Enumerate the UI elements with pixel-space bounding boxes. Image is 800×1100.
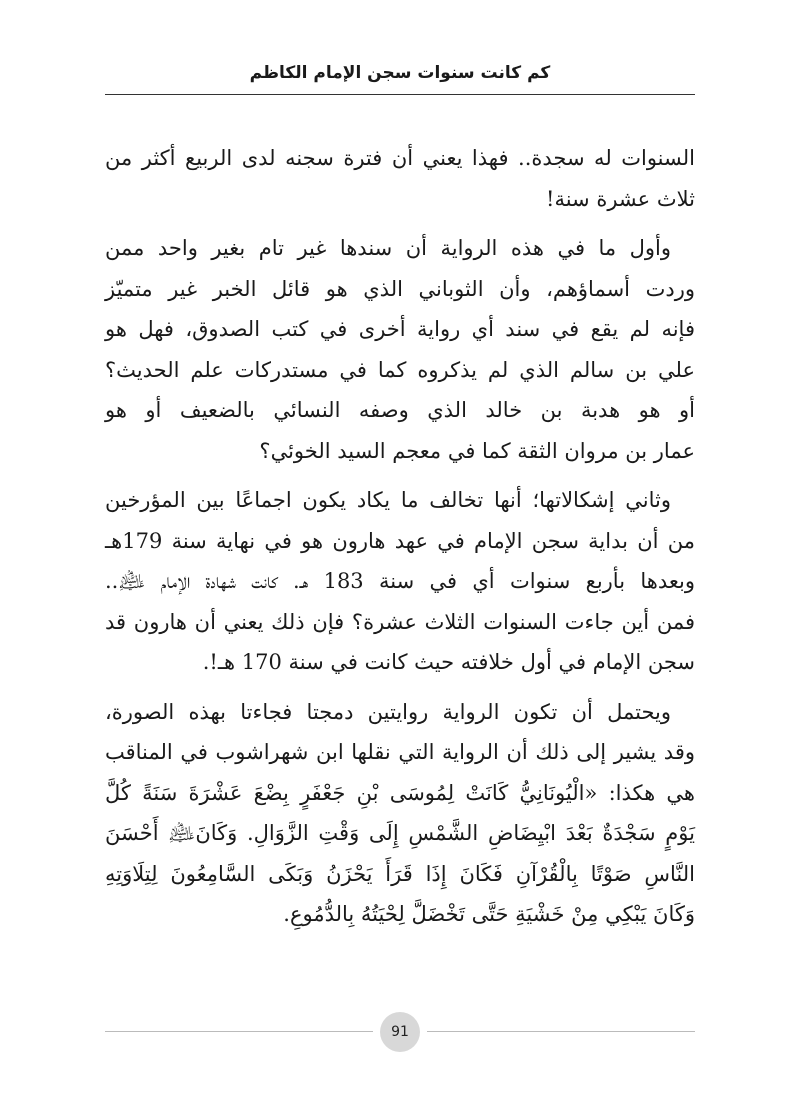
- page-number: 91: [380, 1012, 420, 1052]
- text-line: وأول ما في هذه الرواية أن سندها غير تام بغير واحد ممن: [105, 236, 671, 260]
- page-footer: [105, 1012, 695, 1052]
- text-line: النَّاسِ صَوْتًا بِالْقُرْآنِ فَكَانَ إِذَا قَرَأَ يَحْزَنُ وَبَكَى السَّامِعُونَ لِتِلَاوَتِهِ: [105, 861, 695, 886]
- header-rule: [105, 94, 695, 95]
- footer-rule-right: [427, 1031, 695, 1032]
- running-header-title: كم كانت سنوات سجن الإمام الكاظم: [249, 63, 551, 83]
- text-line: وثاني إشكالاتها؛ أنها تخالف ما يكاد يكون اجماعًا بين المؤرخين: [105, 488, 671, 512]
- text-line: وقد يشير إلى ذلك أن الرواية التي نقلها ابن شهراشوب في المناقب: [105, 740, 695, 764]
- paragraph: [105, 138, 695, 219]
- text-line: من أن بداية سجن الإمام في عهد هارون هو في نهاية سنة 179هـ: [105, 528, 695, 553]
- text-line: فإنه لم يقع في سند أي رواية أخرى في كتب الصدوق، فهل هو: [105, 317, 695, 341]
- body-text: [105, 138, 695, 944]
- paragraph: [105, 692, 695, 935]
- text-line: سجن الإمام في أول خلافته حيث كانت في سنة 170 هـ!.: [202, 650, 695, 674]
- text-line: ثلاث عشرة سنة!: [546, 186, 695, 211]
- footer-rule-left: [105, 1031, 373, 1032]
- text-line: علي بن سالم الذي لم يذكروه كما في مستدركات علم الحديث؟: [105, 357, 695, 382]
- text-line: وردت أسماؤهم، وأن الثوباني الذي هو قائل الخبر غير متميّز: [105, 276, 695, 301]
- text-line: يَوْمٍ سَجْدَةٌ بَعْدَ ابْيِضَاضِ الشَّمْسِ إِلَى وَقْتِ الزَّوَالِ. وَكَانَ﵇ أَحْسَنَ: [105, 821, 695, 845]
- text-line: عمار بن مروان الثقة كما في معجم السيد الخوئي؟: [259, 438, 695, 463]
- paragraph: [105, 480, 695, 683]
- text-line: وبعدها بأربع سنوات أي في سنة 183 هـ. كانت شهادة الإمام ﵇..: [105, 569, 695, 593]
- running-header: [105, 58, 695, 98]
- paragraph: [105, 228, 695, 471]
- text-line: ويحتمل أن تكون الرواية روايتين دمجتا فجاءتا بهذه الصورة،: [105, 699, 671, 724]
- text-line: هي هكذا: «الْيُونَانِيُّ كَانَتْ لِمُوسَى بْنِ جَعْفَرٍ بِضْعَ عَشْرَةَ سَنَةً كُلَّ: [105, 780, 695, 805]
- text-line: فمن أين جاءت السنوات الثلاث عشرة؟ فإن ذلك يعني أن هارون قد: [105, 609, 695, 634]
- text-line: السنوات له سجدة.. فهذا يعني أن فترة سجنه لدى الربيع أكثر من: [105, 146, 695, 170]
- text-line: وَكَانَ يَبْكِي مِنْ خَشْيَةِ حَتَّى تَخْضَلَّ لِحْيَتُهُ بِالدُّمُوعِ.: [283, 902, 695, 926]
- text-line: أو هو هدبة بن خالد الذي وصفه النسائي بالضعيف أو هو: [105, 398, 695, 422]
